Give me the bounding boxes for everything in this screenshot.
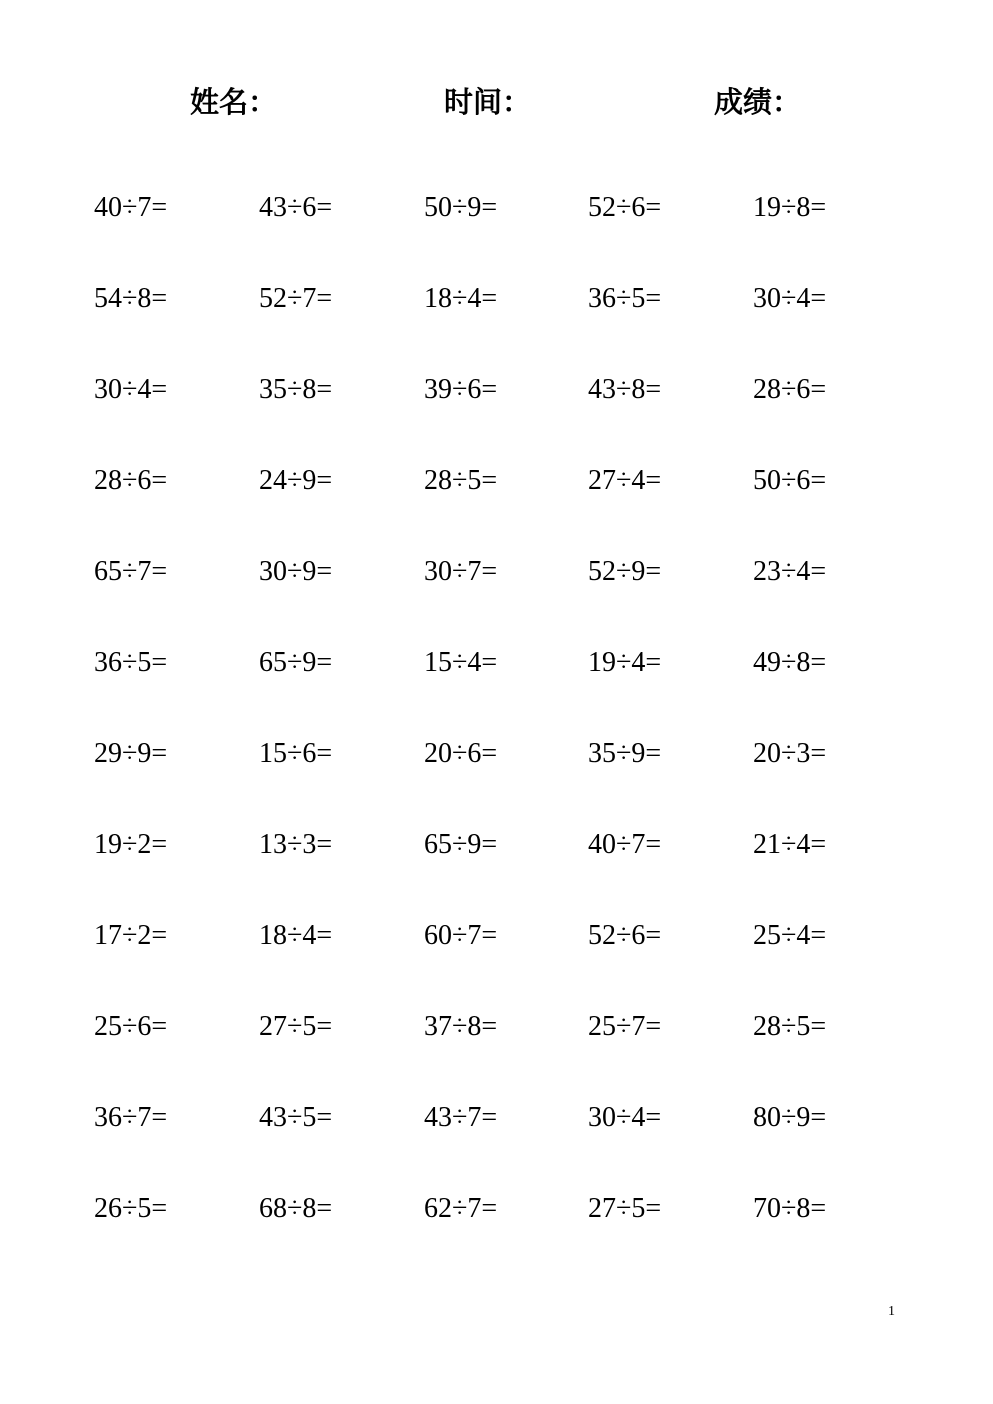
division-problem: 35÷8=	[259, 374, 333, 405]
division-problem: 30÷4=	[94, 374, 168, 405]
division-problem: 52÷9=	[588, 556, 662, 587]
division-problem: 24÷9=	[259, 465, 333, 496]
division-problem: 28÷5=	[753, 1011, 827, 1042]
division-problem: 19÷4=	[588, 647, 662, 678]
division-problem: 36÷5=	[94, 647, 168, 678]
problem-row	[94, 643, 924, 734]
division-problem: 68÷8=	[259, 1193, 333, 1224]
division-problem: 13÷3=	[259, 829, 333, 860]
division-problem: 43÷5=	[259, 1102, 333, 1133]
division-problem: 30÷4=	[753, 283, 827, 314]
division-problem: 37÷8=	[424, 1011, 498, 1042]
problem-row	[94, 370, 924, 461]
score-label: 成绩：	[714, 85, 802, 119]
division-problem: 49÷8=	[753, 647, 827, 678]
division-problem: 18÷4=	[259, 920, 333, 951]
division-problem: 30÷4=	[588, 1102, 662, 1133]
division-problem: 19÷8=	[753, 192, 827, 223]
problem-row	[94, 188, 924, 279]
division-problem: 43÷6=	[259, 192, 333, 223]
problem-row	[94, 734, 924, 825]
division-problem: 15÷6=	[259, 738, 333, 769]
division-problem: 27÷4=	[588, 465, 662, 496]
division-problem: 17÷2=	[94, 920, 168, 951]
problem-row	[94, 1098, 924, 1189]
division-problem: 39÷6=	[424, 374, 498, 405]
division-problem: 43÷7=	[424, 1102, 498, 1133]
division-problem: 62÷7=	[424, 1193, 498, 1224]
page-number: 1	[888, 1304, 895, 1319]
division-problem: 25÷4=	[753, 920, 827, 951]
division-problem: 25÷7=	[588, 1011, 662, 1042]
division-problem: 28÷5=	[424, 465, 498, 496]
division-problem: 36÷5=	[588, 283, 662, 314]
problem-row	[94, 461, 924, 552]
time-label: 时间：	[444, 85, 532, 119]
division-problem: 28÷6=	[753, 374, 827, 405]
problem-row	[94, 916, 924, 1007]
problem-row	[94, 825, 924, 916]
division-problem: 36÷7=	[94, 1102, 168, 1133]
division-problem: 26÷5=	[94, 1193, 168, 1224]
division-problem: 23÷4=	[753, 556, 827, 587]
division-problem: 29÷9=	[94, 738, 168, 769]
division-problem: 40÷7=	[588, 829, 662, 860]
division-problem: 18÷4=	[424, 283, 498, 314]
division-problem: 60÷7=	[424, 920, 498, 951]
division-problem: 28÷6=	[94, 465, 168, 496]
division-problem: 30÷7=	[424, 556, 498, 587]
division-problem: 70÷8=	[753, 1193, 827, 1224]
division-problem: 27÷5=	[259, 1011, 333, 1042]
problem-grid	[94, 188, 924, 1280]
division-problem: 50÷9=	[424, 192, 498, 223]
division-problem: 35÷9=	[588, 738, 662, 769]
division-problem: 52÷6=	[588, 920, 662, 951]
division-problem: 40÷7=	[94, 192, 168, 223]
division-problem: 19÷2=	[94, 829, 168, 860]
division-problem: 21÷4=	[753, 829, 827, 860]
problem-row	[94, 1189, 924, 1280]
problem-row	[94, 279, 924, 370]
division-problem: 52÷6=	[588, 192, 662, 223]
division-problem: 80÷9=	[753, 1102, 827, 1133]
name-label: 姓名：	[190, 85, 278, 119]
division-problem: 20÷3=	[753, 738, 827, 769]
division-problem: 43÷8=	[588, 374, 662, 405]
problem-row	[94, 1007, 924, 1098]
division-problem: 15÷4=	[424, 647, 498, 678]
division-problem: 50÷6=	[753, 465, 827, 496]
problem-row	[94, 552, 924, 643]
division-problem: 27÷5=	[588, 1193, 662, 1224]
division-problem: 54÷8=	[94, 283, 168, 314]
division-problem: 65÷9=	[259, 647, 333, 678]
division-problem: 52÷7=	[259, 283, 333, 314]
division-problem: 20÷6=	[424, 738, 498, 769]
division-problem: 25÷6=	[94, 1011, 168, 1042]
division-problem: 65÷9=	[424, 829, 498, 860]
division-problem: 65÷7=	[94, 556, 168, 587]
division-problem: 30÷9=	[259, 556, 333, 587]
